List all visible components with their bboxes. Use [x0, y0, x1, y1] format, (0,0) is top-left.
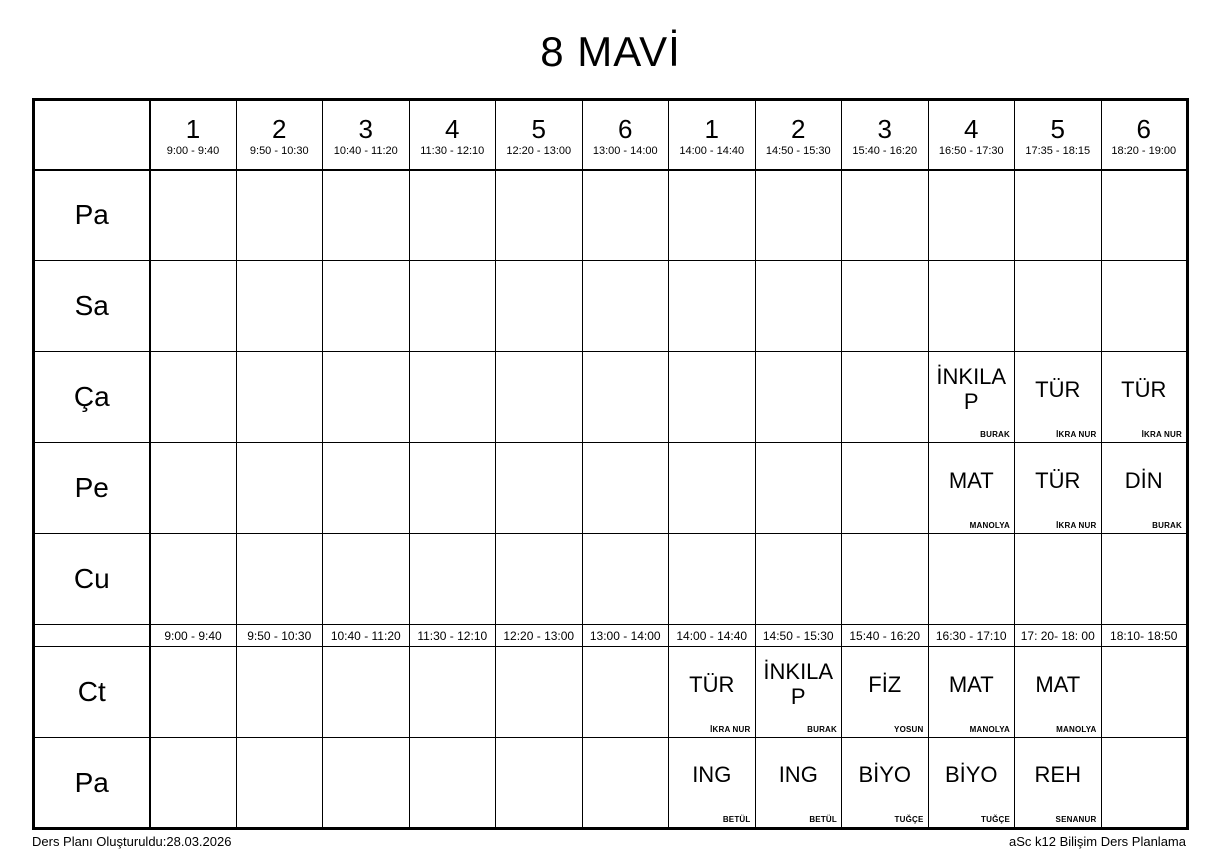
period-time: 14:00 - 14:40 [679, 145, 745, 158]
period-header-cell [1015, 100, 1102, 170]
day-label-cell: Sa [34, 261, 150, 352]
lesson-subject: TÜR [1035, 376, 1081, 402]
day-label-cell: Ça [34, 352, 150, 443]
lesson-teacher: BURAK [1152, 521, 1182, 530]
lesson-teacher: TUĞÇE [894, 815, 924, 824]
period-header-row [34, 100, 1188, 170]
lesson-cell [842, 443, 929, 534]
lesson-cell [1015, 443, 1102, 534]
day-label-cell: Ct [34, 647, 150, 738]
lesson-cell [1101, 647, 1188, 738]
day-label-cell: Pe [34, 443, 150, 534]
period-header-cell [755, 100, 842, 170]
period-time: 16:50 - 17:30 [938, 145, 1004, 158]
lesson-subject: TÜR [1121, 376, 1167, 402]
lesson-cell [928, 170, 1015, 261]
period-number: 2 [791, 114, 806, 145]
lesson-cell [409, 738, 496, 829]
lesson-subject: ING [692, 762, 732, 788]
day-label-cell: Pa [34, 170, 150, 261]
period-time: 9:50 - 10:30 [249, 145, 309, 158]
lesson-cell [755, 443, 842, 534]
lesson-cell [1015, 647, 1102, 738]
lesson-cell [323, 647, 410, 738]
lesson-cell [669, 738, 756, 829]
lesson-cell [842, 261, 929, 352]
period-time: 9:00 - 9:40 [166, 145, 220, 158]
day-row-pe-1 [34, 443, 1188, 534]
mid-time-cell: 11:30 - 12:10 [409, 625, 496, 647]
day-label-cell: Pa [34, 738, 150, 829]
day-row-sa-1 [34, 261, 1188, 352]
day-row-ct-2 [34, 647, 1188, 738]
lesson-cell [236, 170, 323, 261]
day-row-pa-2 [34, 738, 1188, 829]
period-time: 14:50 - 15:30 [765, 145, 831, 158]
lesson-cell [755, 170, 842, 261]
lesson-subject: BİYO [944, 762, 998, 788]
lesson-cell [323, 170, 410, 261]
lesson-cell [323, 352, 410, 443]
lesson-cell [582, 738, 669, 829]
lesson-cell [669, 534, 756, 625]
lesson-teacher: BURAK [980, 430, 1010, 439]
mid-time-cell: 14:00 - 14:40 [669, 625, 756, 647]
lesson-subject: ING [778, 762, 818, 788]
lesson-cell [150, 738, 237, 829]
lesson-cell [150, 352, 237, 443]
mid-time-cell: 15:40 - 16:20 [842, 625, 929, 647]
lesson-teacher: İKRA NUR [710, 725, 751, 734]
mid-time-cell: 16:30 - 17:10 [928, 625, 1015, 647]
lesson-cell [323, 534, 410, 625]
corner-cell [34, 100, 150, 170]
lesson-cell [928, 534, 1015, 625]
lesson-cell [236, 261, 323, 352]
lesson-cell [496, 170, 583, 261]
page-title: 8 MAVİ [540, 28, 681, 75]
mid-time-cell: 13:00 - 14:00 [582, 625, 669, 647]
lesson-cell [150, 647, 237, 738]
lesson-cell [496, 261, 583, 352]
lesson-cell [1015, 352, 1102, 443]
mid-day-cell [34, 625, 150, 647]
lesson-subject: TÜR [689, 671, 735, 697]
lesson-subject: TÜR [1035, 467, 1081, 493]
lesson-cell [928, 738, 1015, 829]
lesson-teacher: BETÜL [809, 815, 837, 824]
mid-time-cell: 10:40 - 11:20 [323, 625, 410, 647]
lesson-teacher: YOSUN [894, 725, 924, 734]
lesson-cell [582, 443, 669, 534]
lesson-cell [150, 534, 237, 625]
period-time: 17:35 - 18:15 [1025, 145, 1091, 158]
period-header-cell [669, 100, 756, 170]
lesson-cell [1015, 738, 1102, 829]
lesson-cell [496, 738, 583, 829]
period-header-cell [323, 100, 410, 170]
mid-time-cell: 9:50 - 10:30 [236, 625, 323, 647]
lesson-teacher: SENANUR [1055, 815, 1097, 824]
mid-time-cell: 9:00 - 9:40 [150, 625, 237, 647]
mid-time-row [34, 625, 1188, 647]
period-number: 6 [618, 114, 633, 145]
lesson-cell [582, 170, 669, 261]
lesson-cell [842, 170, 929, 261]
timetable [32, 98, 1189, 830]
lesson-cell [409, 647, 496, 738]
period-number: 4 [445, 114, 460, 145]
mid-time-cell: 17: 20- 18: 00 [1015, 625, 1102, 647]
period-header-cell [582, 100, 669, 170]
period-header-cell [496, 100, 583, 170]
lesson-subject: FİZ [868, 671, 902, 697]
lesson-cell [928, 647, 1015, 738]
lesson-cell [1101, 738, 1188, 829]
period-time: 11:30 - 12:10 [420, 145, 485, 158]
lesson-cell [928, 352, 1015, 443]
lesson-cell [582, 647, 669, 738]
mid-time-cell: 12:20 - 13:00 [496, 625, 583, 647]
lesson-cell [842, 738, 929, 829]
lesson-subject: MAT [1035, 671, 1081, 697]
lesson-cell [496, 352, 583, 443]
lesson-cell [755, 738, 842, 829]
lesson-teacher: İKRA NUR [1056, 521, 1097, 530]
lesson-cell [842, 647, 929, 738]
lesson-cell [842, 352, 929, 443]
lesson-cell [496, 443, 583, 534]
lesson-cell [1101, 261, 1188, 352]
lesson-cell [150, 170, 237, 261]
lesson-cell [323, 261, 410, 352]
timetable-body [34, 100, 1188, 829]
period-number: 1 [704, 114, 719, 145]
lesson-cell [755, 534, 842, 625]
period-number: 3 [358, 114, 373, 145]
lesson-cell [496, 534, 583, 625]
lesson-cell [150, 261, 237, 352]
lesson-cell [1101, 170, 1188, 261]
lesson-cell [928, 443, 1015, 534]
lesson-cell [1015, 261, 1102, 352]
period-number: 5 [1050, 114, 1065, 145]
lesson-teacher: BETÜL [722, 815, 751, 824]
lesson-cell [409, 534, 496, 625]
lesson-teacher: MANOLYA [969, 725, 1010, 734]
lesson-cell [409, 170, 496, 261]
lesson-teacher: MANOLYA [969, 521, 1010, 530]
period-time: 15:40 - 16:20 [852, 145, 918, 158]
lesson-cell [323, 443, 410, 534]
lesson-cell [842, 534, 929, 625]
lesson-cell [1015, 534, 1102, 625]
period-header-cell [842, 100, 929, 170]
lesson-cell [669, 647, 756, 738]
lesson-cell [409, 261, 496, 352]
lesson-teacher: İKRA NUR [1056, 430, 1097, 439]
lesson-subject: İNKILAP [936, 364, 1007, 414]
lesson-cell [150, 443, 237, 534]
lesson-teacher: MANOLYA [1056, 725, 1097, 734]
lesson-cell [755, 261, 842, 352]
lesson-subject: BİYO [858, 762, 912, 788]
lesson-cell [582, 352, 669, 443]
lesson-cell [755, 352, 842, 443]
lesson-subject: MAT [948, 671, 994, 697]
lesson-cell [669, 352, 756, 443]
lesson-cell [1101, 352, 1188, 443]
period-time: 12:20 - 13:00 [506, 145, 572, 158]
period-header-cell [236, 100, 323, 170]
period-number: 2 [272, 114, 287, 145]
footer-app-label: aSc k12 Bilişim Ders Planlama [1008, 834, 1186, 849]
period-header-cell [1101, 100, 1188, 170]
lesson-subject: REH [1034, 762, 1081, 788]
period-number: 3 [877, 114, 892, 145]
lesson-cell [669, 261, 756, 352]
lesson-cell [669, 170, 756, 261]
lesson-cell [496, 647, 583, 738]
period-header-cell [409, 100, 496, 170]
lesson-cell [1101, 443, 1188, 534]
lesson-cell [236, 443, 323, 534]
lesson-cell [669, 443, 756, 534]
period-header-cell [928, 100, 1015, 170]
period-header-cell [150, 100, 237, 170]
lesson-teacher: İKRA NUR [1141, 430, 1182, 439]
lesson-subject: İNKILAP [763, 659, 834, 709]
lesson-cell [755, 647, 842, 738]
footer-created-label: Ders Planı Oluşturuldu:28.03.2026 [32, 834, 232, 849]
period-time: 13:00 - 14:00 [592, 145, 658, 158]
mid-time-cell: 18:10- 18:50 [1101, 625, 1188, 647]
lesson-cell [1101, 534, 1188, 625]
lesson-subject: DİN [1124, 467, 1163, 493]
lesson-cell [236, 352, 323, 443]
day-row-pa-1 [34, 170, 1188, 261]
lesson-cell [928, 261, 1015, 352]
period-number: 1 [185, 114, 201, 145]
lesson-subject: MAT [948, 467, 994, 493]
period-time: 18:20 - 19:00 [1111, 145, 1177, 158]
period-number: 5 [531, 114, 546, 145]
period-number: 4 [964, 114, 979, 145]
lesson-cell [236, 738, 323, 829]
day-label-cell: Cu [34, 534, 150, 625]
lesson-cell [236, 534, 323, 625]
lesson-cell [582, 261, 669, 352]
lesson-cell [323, 738, 410, 829]
lesson-cell [409, 352, 496, 443]
mid-time-cell: 14:50 - 15:30 [755, 625, 842, 647]
period-number: 6 [1136, 114, 1151, 145]
day-row-cu-1 [34, 534, 1188, 625]
lesson-cell [409, 443, 496, 534]
lesson-teacher: TUĞÇE [981, 815, 1010, 824]
period-time: 10:40 - 11:20 [333, 145, 398, 158]
lesson-cell [582, 534, 669, 625]
lesson-cell [236, 647, 323, 738]
lesson-teacher: BURAK [807, 725, 837, 734]
day-row-ça-1 [34, 352, 1188, 443]
lesson-cell [1015, 170, 1102, 261]
